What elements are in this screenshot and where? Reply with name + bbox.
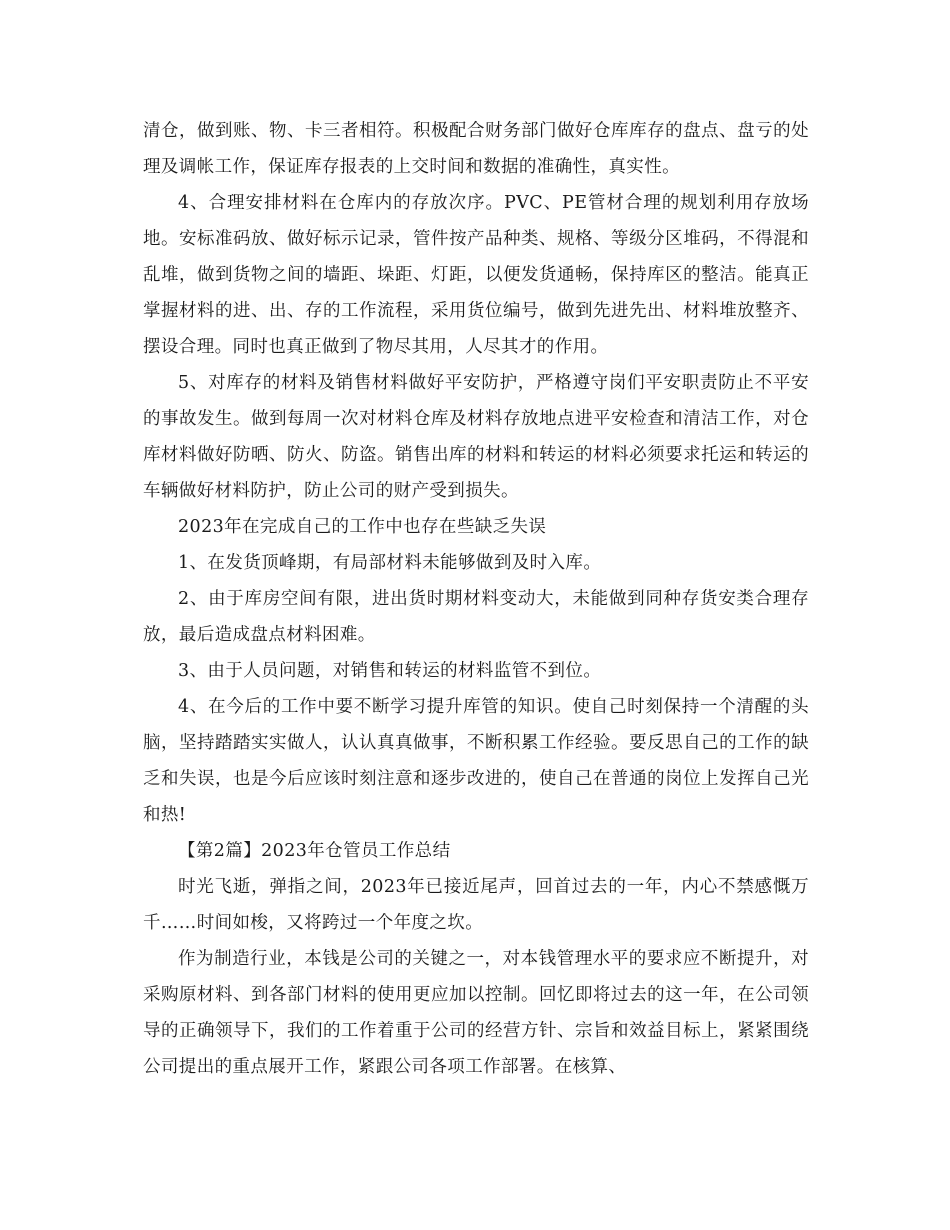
paragraph-4: 2023年在完成自己的工作中也存在些缺乏失误 bbox=[178, 517, 547, 537]
paragraph-2: 4、合理安排材料在仓库内的存放次序。PVC、PE管材合理的规划利用存放场地。安标准码放、做好标示记录，管件按产品种类、规格、等级分区堆码，不得混和乱堆，做到货物之间的墙距、垛距、灯距，以便发货通畅，保持库区的整洁。能真正掌握材料的进、出、存的工作流程，采用货位编号，做到先进先出、材料堆放整齐、摆设合理。同时也真正做到了物尽其用，人尽其才的作用。 bbox=[143, 193, 809, 357]
paragraph-10: 时光飞逝，弹指之间，2023年已接近尾声，回首过去的一年，内心不禁感慨万千……时间如梭，又将跨过一个年度之坎。 bbox=[143, 877, 809, 933]
document-body bbox=[143, 113, 809, 1085]
paragraph-7: 3、由于人员问题，对销售和转运的材料监管不到位。 bbox=[178, 661, 602, 681]
paragraph-8: 4、在今后的工作中要不断学习提升库管的知识。使自己时刻保持一个清醒的头脑，坚持踏踏实实做人，认认真真做事，不断积累工作经验。要反思自己的工作的缺乏和失误，也是今后应该时刻注意和逐步改进的，使自己在普通的岗位上发挥自己光和热! bbox=[143, 697, 809, 825]
section-heading: 【第2篇】2023年仓管员工作总结 bbox=[178, 841, 451, 861]
paragraph-1: 清仓，做到账、物、卡三者相符。积极配合财务部门做好仓库库存的盘点、盘亏的处理及调帐工作，保证库存报表的上交时间和数据的准确性，真实性。 bbox=[143, 121, 809, 177]
paragraph-5: 1、在发货顶峰期，有局部材料未能够做到及时入库。 bbox=[178, 553, 602, 573]
paragraph-6: 2、由于库房空间有限，进出货时期材料变动大，未能做到同种存货安类合理存放，最后造成盘点材料困难。 bbox=[143, 589, 809, 645]
paragraph-11: 作为制造行业，本钱是公司的关键之一，对本钱管理水平的要求应不断提升，对采购原材料、到各部门材料的使用更应加以控制。回忆即将过去的这一年，在公司领导的正确领导下，我们的工作着重于公司的经营方针、宗旨和效益目标上，紧紧围绕公司提出的重点展开工作，紧跟公司各项工作部署。在核算、 bbox=[143, 949, 809, 1077]
paragraph-3: 5、对库存的材料及销售材料做好平安防护，严格遵守岗们平安职责防止不平安的事故发生。做到每周一次对材料仓库及材料存放地点进平安检查和清洁工作，对仓库材料做好防晒、防火、防盗。销售出库的材料和转运的材料必须要求托运和转运的车辆做好材料防护，防止公司的财产受到损失。 bbox=[143, 373, 809, 501]
